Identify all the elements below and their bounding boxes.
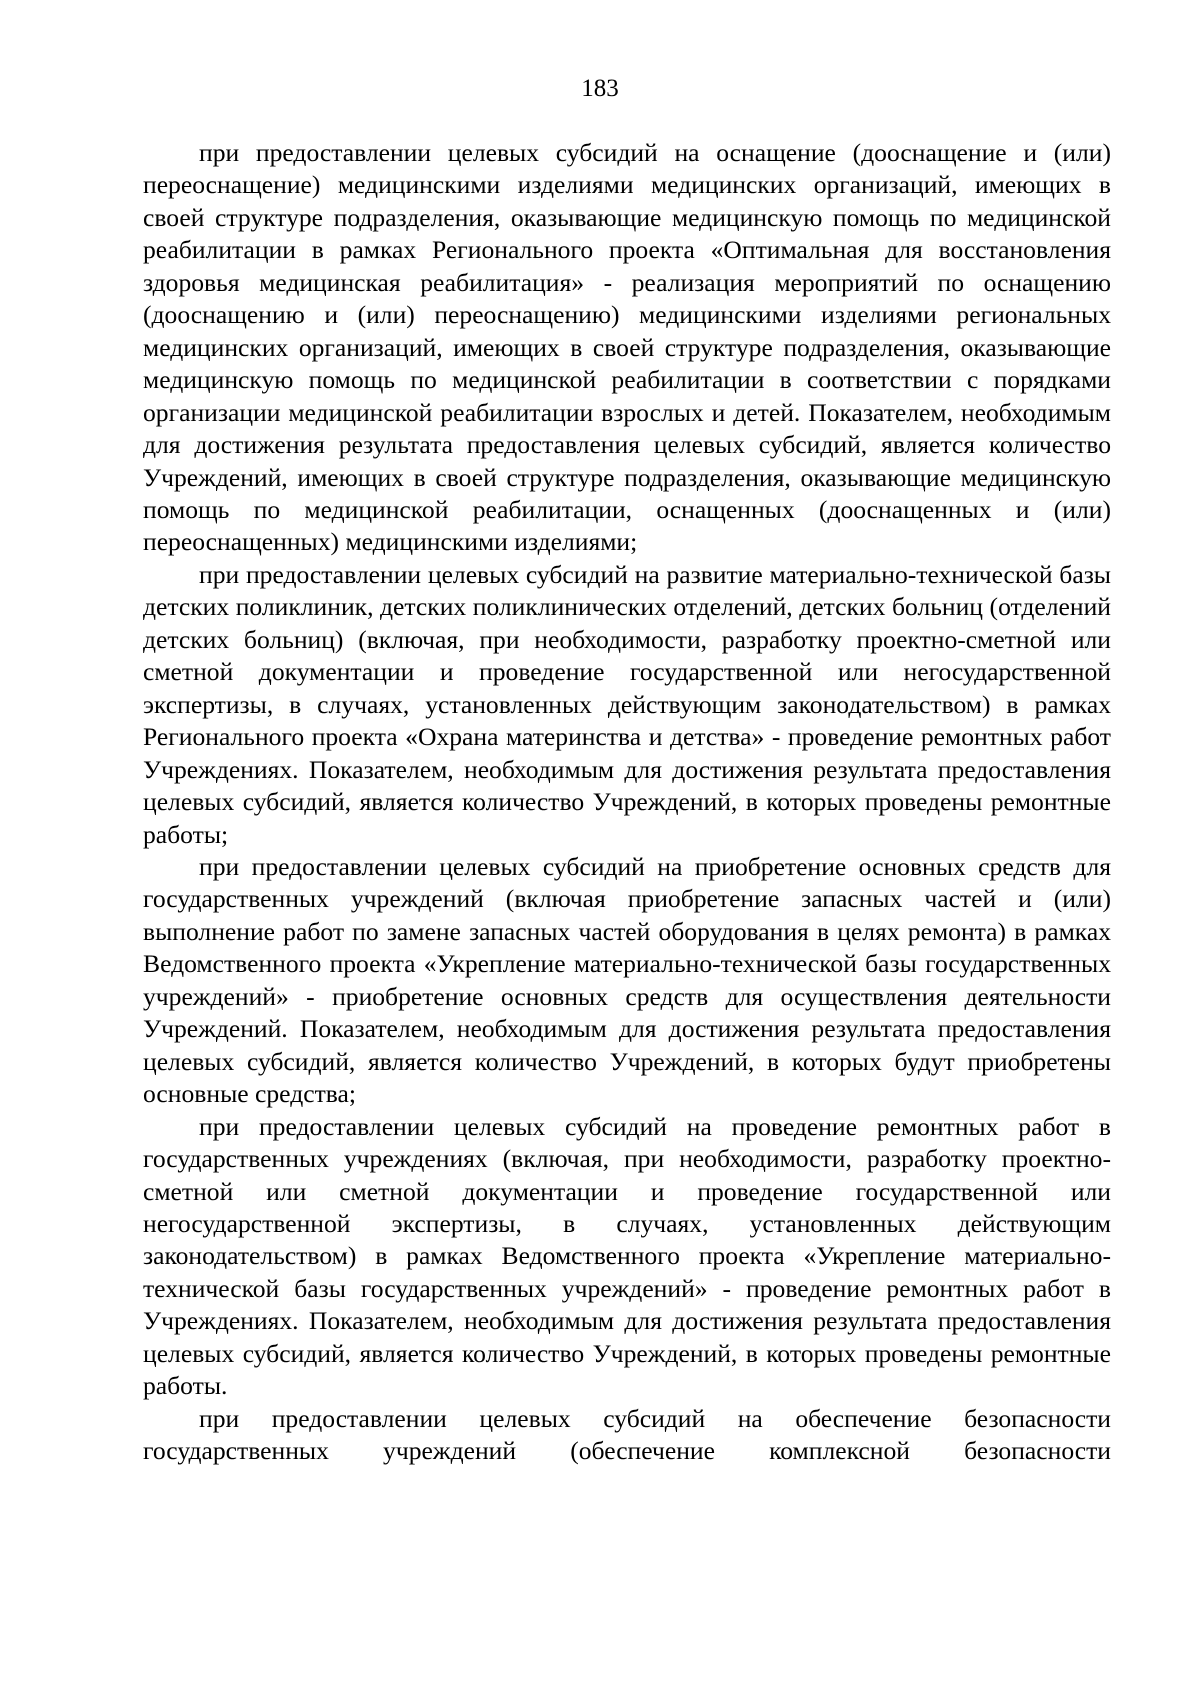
- paragraph-children-clinics: при предоставлении целевых субсидий на развитие материально-технической базы детских поликлиник, детских поликлинических отделений, детских больниц (отделений детских больниц) (включая, при необходимости, разработку проектно-сметной или сметной документации и проведение государственной или негосударственной экспертизы, в случаях, установленных действующим законодательством) в рамках Регионального проекта «Охрана материнства и детства» - проведение ремонтных работ Учреждениях. Показателем, необходимым для достижения результата предоставления целевых субсидий, является количество Учреждений, в которых проведены ремонтные работы;: [143, 559, 1111, 849]
- page-number: 183: [581, 75, 619, 102]
- paragraph-security: при предоставлении целевых субсидий на обеспечение безопасности государственных учреждений (обеспечение комплексной безопасности: [143, 1403, 1111, 1466]
- paragraph-repair-works: при предоставлении целевых субсидий на проведение ремонтных работ в государственных учреждениях (включая, при необходимости, разработку проектно-сметной или сметной документации и проведение государственной или негосударственной экспертизы, в случаях, установленных действующим законодательством) в рамках Ведомственного проекта «Укрепление материально-технической базы государственных учреждений» - проведение ремонтных работ в Учреждениях. Показателем, необходимым для достижения результата предоставления целевых субсидий, является количество Учреждений, в которых проведены ремонтные работы.: [143, 1111, 1111, 1401]
- paragraph-fixed-assets: при предоставлении целевых субсидий на приобретение основных средств для государственных учреждений (включая приобретение запасных частей и (или) выполнение работ по замене запасных частей оборудования в целях ремонта) в рамках Ведомственного проекта «Укрепление материально-технической базы государственных учреждений» - приобретение основных средств для осуществления деятельности Учреждений. Показателем, необходимым для достижения результата предоставления целевых субсидий, является количество Учреждений, в которых будут приобретены основные средства;: [143, 851, 1111, 1109]
- document-body: [143, 137, 1111, 1468]
- paragraph-rehabilitation-equipment: при предоставлении целевых субсидий на оснащение (дооснащение и (или) переоснащение) медицинскими изделиями медицинских организаций, имеющих в своей структуре подразделения, оказывающие медицинскую помощь по медицинской реабилитации в рамках Регионального проекта «Оптимальная для восстановления здоровья медицинская реабилитация» - реализация мероприятий по оснащению (дооснащению и (или) переоснащению) медицинскими изделиями региональных медицинских организаций, имеющих в своей структуре подразделения, оказывающие медицинскую помощь по медицинской реабилитации в соответствии с порядками организации медицинской реабилитации взрослых и детей. Показателем, необходимым для достижения результата предоставления целевых субсидий, является количество Учреждений, имеющих в своей структуре подразделения, оказывающие медицинскую помощь по медицинской реабилитации, оснащенных (дооснащенных и (или) переоснащенных) медицинскими изделиями;: [143, 138, 1111, 557]
